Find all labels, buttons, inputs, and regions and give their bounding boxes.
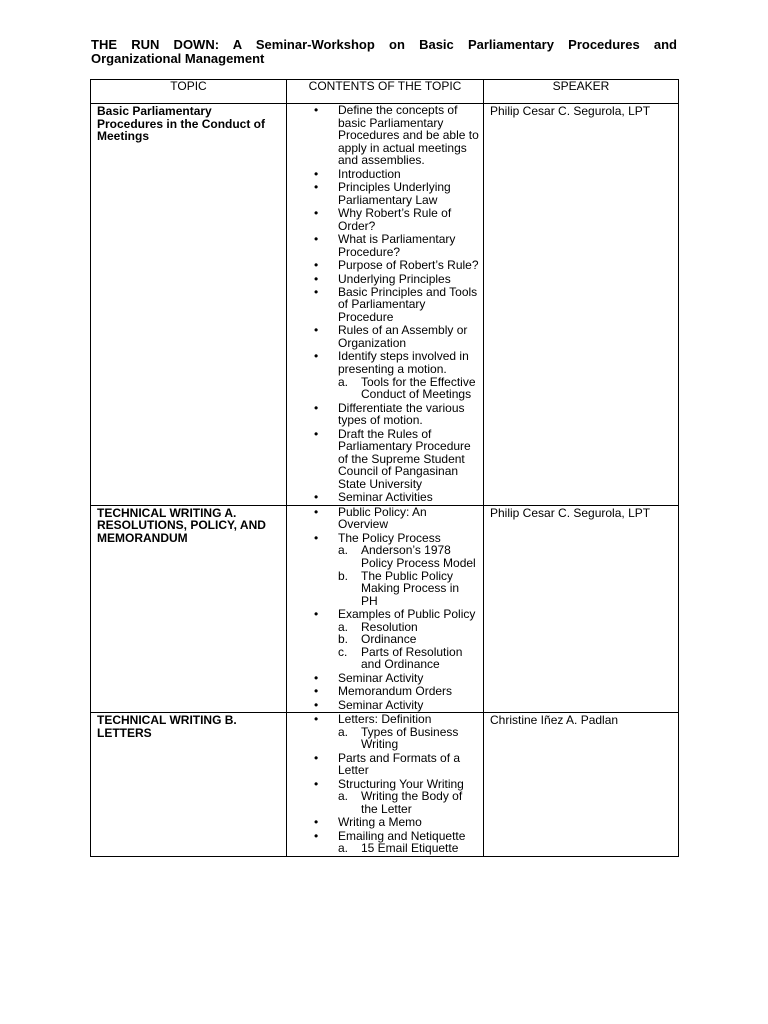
list-item bbox=[287, 752, 483, 777]
list-item bbox=[287, 181, 483, 206]
sub-list bbox=[338, 842, 479, 855]
list-item bbox=[287, 699, 483, 712]
list-item-text: Underlying Principles bbox=[338, 271, 451, 286]
list-item-text: Parts and Formats of a Letter bbox=[338, 750, 461, 778]
list-item bbox=[287, 168, 483, 181]
topic-cell: Basic Parliamentary Procedures in the Conduct of Meetings bbox=[91, 104, 287, 506]
header-contents: CONTENTS OF THE TOPIC bbox=[287, 80, 484, 104]
list-item-text: Draft the Rules of Parliamentary Procedure of the Supreme Student Council of Pangasinan State University bbox=[338, 426, 471, 491]
list-item bbox=[287, 286, 483, 324]
sub-list-item bbox=[338, 842, 479, 855]
sub-list-letter: a. bbox=[338, 374, 349, 389]
contents-cell bbox=[287, 713, 484, 857]
contents-list bbox=[287, 506, 483, 711]
list-item bbox=[287, 104, 483, 167]
list-item bbox=[287, 428, 483, 491]
document-title bbox=[91, 38, 677, 66]
list-item bbox=[287, 816, 483, 829]
list-item bbox=[287, 324, 483, 349]
list-item bbox=[287, 713, 483, 751]
list-item bbox=[287, 491, 483, 504]
topic-cell: TECHNICAL WRITING B. LETTERS bbox=[91, 713, 287, 857]
sub-list-item bbox=[338, 646, 479, 671]
sub-list-letter: a. bbox=[338, 841, 349, 856]
list-item-text: Rules of an Assembly or Organization bbox=[338, 323, 468, 351]
list-item-text: Seminar Activities bbox=[338, 490, 433, 505]
sub-list bbox=[338, 544, 479, 607]
list-item bbox=[287, 672, 483, 685]
contents-list bbox=[287, 713, 483, 855]
list-item bbox=[287, 685, 483, 698]
list-item-text: Letters: Definition bbox=[338, 712, 432, 727]
sub-list-text: Tools for the Effective Conduct of Meetings bbox=[361, 374, 476, 402]
sub-list-text: 15 Email Etiquette bbox=[361, 841, 459, 856]
list-item-text: Seminar Activity bbox=[338, 670, 424, 685]
list-item-text: Define the concepts of basic Parliamentary Procedures and be able to apply in actual meetings and assemblies. bbox=[338, 103, 479, 168]
list-item-text: Writing a Memo bbox=[338, 815, 422, 830]
list-item bbox=[287, 402, 483, 427]
speaker-cell: Christine Iñez A. Padlan bbox=[484, 713, 679, 857]
sub-list-text: Types of Business Writing bbox=[361, 724, 459, 752]
list-item bbox=[287, 259, 483, 272]
list-item bbox=[287, 350, 483, 400]
sub-list-letter: b. bbox=[338, 632, 349, 647]
speaker-cell: Philip Cesar C. Segurola, LPT bbox=[484, 505, 679, 712]
table-row bbox=[91, 505, 679, 712]
table-row bbox=[91, 713, 679, 857]
contents-cell bbox=[287, 505, 484, 712]
list-item-text: Purpose of Robert’s Rule? bbox=[338, 258, 479, 273]
list-item-text: The Policy Process bbox=[338, 530, 441, 545]
sub-list bbox=[338, 621, 479, 671]
table-row bbox=[91, 104, 679, 506]
list-item bbox=[287, 830, 483, 855]
list-item-text: Principles Underlying Parliamentary Law bbox=[338, 180, 451, 207]
sub-list-item bbox=[338, 570, 479, 608]
contents-list bbox=[287, 104, 483, 504]
list-item bbox=[287, 506, 483, 531]
speaker-cell: Philip Cesar C. Segurola, LPT bbox=[484, 104, 679, 506]
sub-list bbox=[338, 790, 479, 815]
header-speaker: SPEAKER bbox=[484, 80, 679, 104]
sub-list-letter: a. bbox=[338, 789, 349, 804]
list-item-text: Differentiate the various types of motion. bbox=[338, 400, 465, 428]
contents-cell bbox=[287, 104, 484, 506]
rundown-table bbox=[90, 79, 679, 857]
document-title-line-2: Organizational Management bbox=[91, 51, 265, 66]
list-item-text: Examples of Public Policy bbox=[338, 607, 476, 622]
sub-list-letter: a. bbox=[338, 619, 349, 634]
table-header-row bbox=[91, 80, 679, 104]
list-item-text: Identify steps involved in presenting a motion. bbox=[338, 349, 469, 377]
sub-list-letter: b. bbox=[338, 568, 349, 583]
sub-list-letter: a. bbox=[338, 724, 349, 739]
list-item bbox=[287, 233, 483, 258]
sub-list-letter: a. bbox=[338, 543, 349, 558]
sub-list-text: Anderson’s 1978 Policy Process Model bbox=[361, 543, 476, 570]
list-item bbox=[287, 207, 483, 232]
topic-cell: TECHNICAL WRITING A. RESOLUTIONS, POLICY, AND MEMORANDUM bbox=[91, 505, 287, 712]
list-item-text: Basic Principles and Tools of Parliamentary Procedure bbox=[338, 284, 478, 325]
sub-list-item bbox=[338, 726, 479, 751]
list-item bbox=[287, 273, 483, 286]
sub-list-letter: c. bbox=[338, 644, 348, 659]
sub-list bbox=[338, 726, 479, 751]
list-item-text: Why Robert’s Rule of Order? bbox=[338, 206, 452, 233]
sub-list bbox=[338, 376, 479, 401]
sub-list-item bbox=[338, 376, 479, 401]
list-item-text: Introduction bbox=[338, 166, 401, 181]
sub-list-item bbox=[338, 544, 479, 569]
list-item-text: Seminar Activity bbox=[338, 697, 424, 712]
list-item bbox=[287, 532, 483, 608]
list-item bbox=[287, 608, 483, 671]
sub-list-text: Ordinance bbox=[361, 632, 417, 647]
list-item-text: Memorandum Orders bbox=[338, 684, 453, 699]
list-item-text: Emailing and Netiquette bbox=[338, 828, 466, 843]
sub-list-text: Writing the Body of the Letter bbox=[361, 789, 463, 816]
list-item-text: Structuring Your Writing bbox=[338, 776, 464, 791]
document-title-line-1: THE RUN DOWN: A Seminar-Workshop on Basic Parliamentary Procedures and bbox=[91, 37, 677, 52]
list-item bbox=[287, 778, 483, 816]
sub-list-text: The Public Policy Making Process in PH bbox=[361, 568, 460, 608]
sub-list-text: Resolution bbox=[361, 619, 418, 634]
sub-list-item bbox=[338, 790, 479, 815]
list-item-text: What is Parliamentary Procedure? bbox=[338, 232, 456, 259]
header-topic: TOPIC bbox=[91, 80, 287, 104]
list-item-text: Public Policy: An Overview bbox=[338, 504, 427, 532]
sub-list-text: Parts of Resolution and Ordinance bbox=[361, 644, 463, 672]
